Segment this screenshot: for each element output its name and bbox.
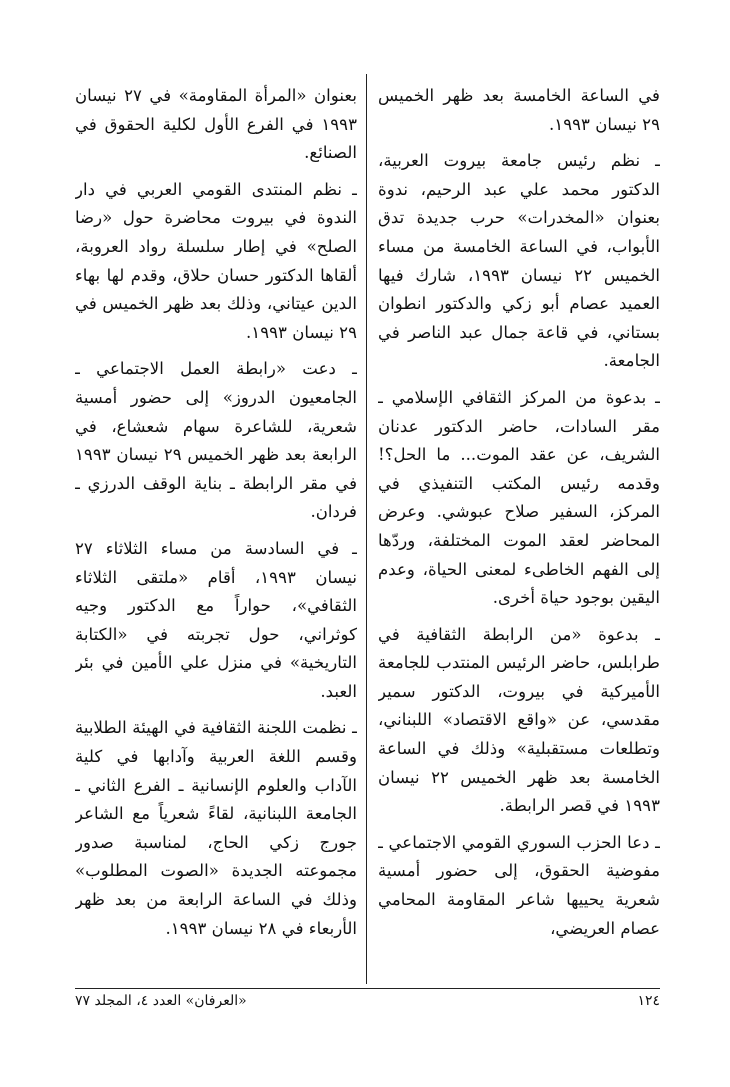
paragraph: ـ نظم المنتدى القومي العربي في دار الندوة في بيروت محاضرة حول «رضا الصلح» في إطار سلسلة رواد العروبة، ألقاها الدكتور حسان حلاق، وقدم لها بهاء الدين عيتاني، وذلك بعد ظهر الخميس في ٢٩ نيسان ١٩٩٣. — [75, 179, 357, 342]
right-column — [378, 82, 660, 984]
paragraph: ـ دعت «رابطة العمل الاجتماعي ـ الجامعيون الدروز» إلى حضور أمسية شعرية، للشاعرة سهام شعشاع، في الرابعة بعد ظهر الخميس ٢٩ نيسان ١٩٩٣ في مقر الرابطة ـ بناية الوقف الدرزي ـ فردان. — [75, 359, 357, 522]
paragraph: بعنوان «المرأة المقاومة» في ٢٧ نيسان ١٩٩٣ في الفرع الأول لكلية الحقوق في الصنائع. — [75, 86, 357, 163]
footer-rule — [75, 988, 660, 989]
paragraph: ـ بدعوة «من الرابطة الثقافية في طرابلس، حاضر الرئيس المنتدب للجامعة الأميركية في بيروت، الدكتور سمير مقدسي، عن «واقع الاقتصاد» اللبناني، وتطلعات مستقبلية» وذلك في الساعة الخامسة بعد ظهر الخميس ٢٢ نيسان ١٩٩٣ في قصر الرابطة. — [378, 624, 660, 816]
paragraph: ـ نظمت اللجنة الثقافية في الهيئة الطلابية وقسم اللغة العربية وآدابها في كلية الآداب والعلوم الإنسانية ـ الفرع الثاني ـ الجامعة اللبنانية، لقاءً شعرياً مع الشاعر جورج زكي الحاج، لمناسبة صدور مجموعته الجديدة «الصوت المطلوب» وذلك في الساعة الرابعة من بعد ظهر الأربعاء في ٢٨ نيسان ١٩٩٣. — [75, 718, 357, 938]
column-divider — [366, 74, 367, 984]
page-number: ١٢٤ — [637, 993, 660, 1009]
left-column — [75, 82, 357, 984]
paragraph: ـ دعا الحزب السوري القومي الاجتماعي ـ مفوضية الحقوق، إلى حضور أمسية شعرية يحييها شاعر المقاومة المحامي عصام العريضي، — [378, 832, 660, 938]
paragraph: ـ في السادسة من مساء الثلاثاء ٢٧ نيسان ١٩٩٣، أقام «ملتقى الثلاثاء الثقافي»، حواراً مع الدكتور وجيه كوثراني، حول تجربته في «الكتابة التاريخية» في منزل علي الأمين في بئر العبد. — [75, 538, 357, 701]
paragraph: ـ بدعوة من المركز الثقافي الإسلامي ـ مقر السادات، حاضر الدكتور عدنان الشريف، عن عقد الموت... ما الحل؟! وقدمه رئيس المكتب التنفيذي في المركز، السفير صلاح عبوشي. وعرض المحاضر لعقد الموت المختلفة، وردّها إلى الفهم الخاطىء لمعنى الحياة، وعدم اليقين بوجود حياة أخرى. — [378, 387, 660, 608]
journal-reference: «العرفان» العدد ٤، المجلد ٧٧ — [75, 993, 247, 1009]
paragraph: في الساعة الخامسة بعد ظهر الخميس ٢٩ نيسان ١٩٩٣. — [378, 86, 660, 134]
paragraph: ـ نظم رئيس جامعة بيروت العربية، الدكتور محمد علي عبد الرحيم، ندوة بعنوان «المخدرات» حرب جديدة تدق الأبواب، في الساعة الخامسة من مساء الخميس ٢٢ نيسان ١٩٩٣، شارك فيها العميد عصام أبو زكي والدكتور انطوان بستاني، في قاعة جمال عبد الناصر في الجامعة. — [378, 151, 660, 371]
